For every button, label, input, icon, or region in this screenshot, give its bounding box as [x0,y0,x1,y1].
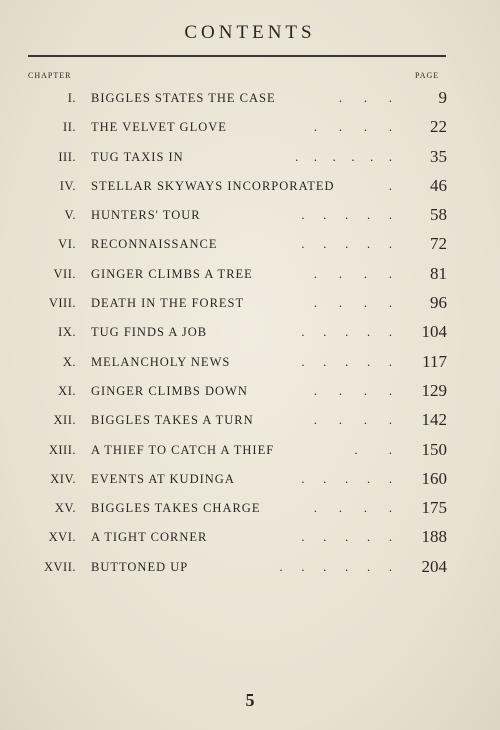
dot-leader: . [388,178,392,193]
chapter-column-header: CHAPTER [28,71,72,80]
chapter-page-number: 117 [422,351,447,371]
dot-leader: . . [354,442,392,457]
chapter-number: III. [58,149,76,164]
chapter-title: A TIGHT CORNER [91,530,208,545]
chapter-page-number: 58 [430,205,447,225]
contents-entry [0,349,500,378]
contents-entry [0,290,500,319]
dot-leader: . . . . . [301,471,392,486]
chapter-title: GINGER CLIMBS A TREE [91,266,253,281]
chapter-page-number: 81 [430,263,447,283]
contents-entry [0,261,500,290]
contents-entry [0,85,500,114]
chapter-number: V. [64,208,76,223]
chapter-title: BIGGLES TAKES A TURN [91,413,254,428]
chapter-title: EVENTS AT KUDINGA [91,471,235,486]
chapter-number: XIII. [48,442,76,457]
dot-leader: . . . . [313,413,392,428]
chapter-title: RECONNAISSANCE [91,237,218,252]
contents-entry [0,407,500,436]
chapter-page-number: 9 [438,88,447,107]
page-number: 5 [245,690,255,710]
chapter-number: VII. [53,266,76,281]
contents-entry [0,114,500,143]
contents-entry [0,554,500,583]
chapter-title: STELLAR SKYWAYS INCORPORATED [91,178,335,193]
chapter-page-number: 188 [421,527,447,547]
contents-entry [0,437,500,466]
chapter-page-number: 204 [421,556,447,576]
contents-entry [0,231,500,260]
chapter-number: X. [62,354,76,369]
dot-leader: . . . . [313,383,392,398]
dot-leader: . . . . [313,266,392,281]
page-column-header: PAGE [415,71,440,80]
chapter-page-number: 104 [421,322,447,342]
chapter-number: XI. [58,383,76,398]
chapter-number: XIV. [50,471,76,486]
contents-entry [0,466,500,495]
chapter-number: II. [63,120,76,135]
chapter-page-number: 72 [430,234,447,254]
contents-entry [0,319,500,348]
chapter-number: XVI. [48,530,76,545]
dot-leader: . . . . [313,120,392,135]
dot-leader: . . . . . . [295,149,392,164]
page-title: CONTENTS [184,22,316,43]
chapter-title: BUTTONED UP [91,559,189,574]
dot-leader: . . . . . [301,530,392,545]
chapter-number: VI. [58,237,76,252]
chapter-page-number: 46 [430,175,447,195]
chapter-number: XII. [53,413,76,428]
chapter-page-number: 160 [421,468,447,488]
contents-list [0,85,500,583]
chapter-number: XVII. [43,559,76,574]
dot-leader: . . . . [313,296,392,311]
chapter-page-number: 175 [421,498,447,518]
dot-leader: . . . . . . [279,559,392,574]
chapter-title: TUG FINDS A JOB [91,325,208,340]
chapter-title: HUNTERS' TOUR [91,208,201,223]
chapter-page-number: 129 [421,380,447,400]
contents-entry [0,524,500,553]
chapter-title: MELANCHOLY NEWS [91,354,231,369]
chapter-number: XV. [54,501,76,516]
chapter-number: I. [67,91,76,105]
chapter-number: IV. [59,178,76,193]
contents-entry [0,144,500,173]
dot-leader: . . . . . [301,208,392,223]
header-rule [28,55,446,57]
dot-leader: . . . . . [301,237,392,252]
contents-entry [0,173,500,202]
chapter-page-number: 142 [421,410,447,430]
chapter-title: A THIEF TO CATCH A THIEF [91,442,275,457]
chapter-title: BIGGLES STATES THE CASE [91,91,276,105]
dot-leader: . . . . . [301,325,392,340]
chapter-title: THE VELVET GLOVE [91,120,227,135]
chapter-number: IX. [58,325,76,340]
chapter-title: DEATH IN THE FOREST [91,296,245,311]
chapter-page-number: 150 [421,439,447,459]
dot-leader: . . . . [313,501,392,516]
chapter-page-number: 96 [430,293,447,313]
contents-entry [0,378,500,407]
contents-entry [0,202,500,231]
dot-leader: . . . [338,91,392,105]
chapter-page-number: 35 [430,146,447,166]
chapter-title: TUG TAXIS IN [91,149,184,164]
chapter-title: BIGGLES TAKES CHARGE [91,501,261,516]
dot-leader: . . . . . [301,354,392,369]
contents-entry [0,495,500,524]
chapter-page-number: 22 [430,117,447,137]
chapter-title: GINGER CLIMBS DOWN [91,383,248,398]
chapter-number: VIII. [48,296,76,311]
